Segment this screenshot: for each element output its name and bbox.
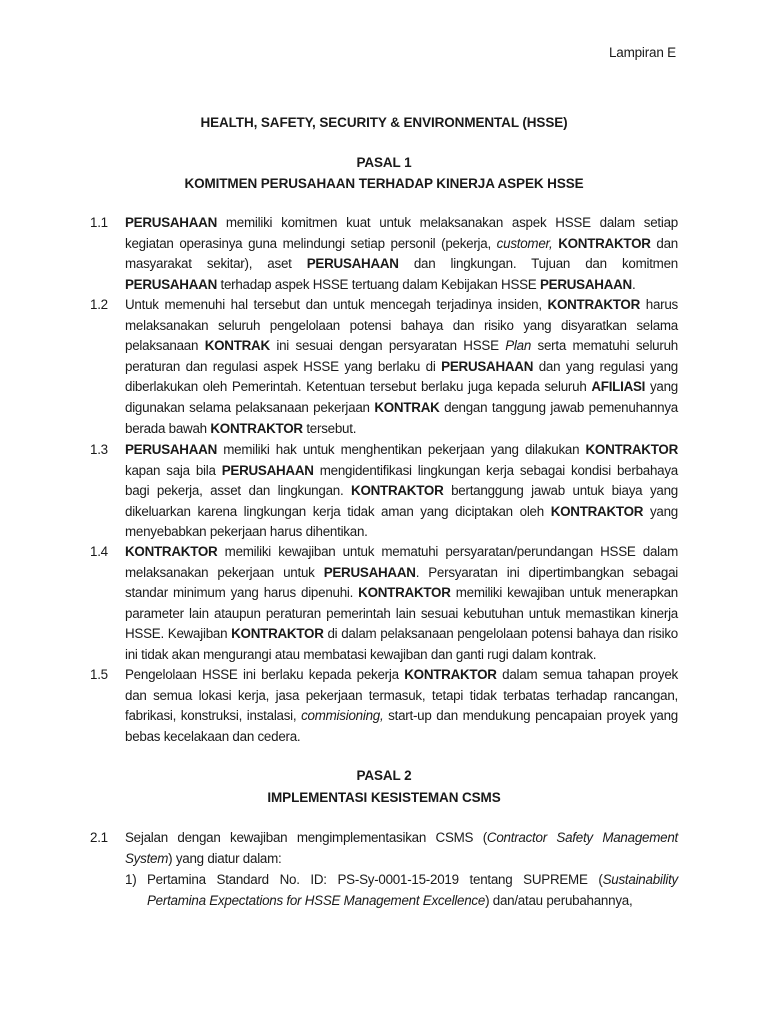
- text-run: Pengelolaan HSSE ini berlaku kepada pekerja: [125, 667, 405, 682]
- bold-term: PERUSAHAAN: [125, 276, 217, 292]
- clause-1-4: [90, 542, 678, 666]
- bold-term: KONTRAKTOR: [125, 544, 218, 559]
- clause-number: 1.1: [90, 215, 108, 230]
- clause-text: [125, 828, 678, 869]
- text-run: dan masyarakat sekitar), aset: [125, 235, 678, 272]
- bold-term: KONTRAKTOR: [404, 667, 497, 682]
- bold-term: KONTRAKTOR: [351, 483, 444, 499]
- sub-item-number: 1): [125, 872, 137, 887]
- bold-term: KONTRAKTOR: [558, 235, 651, 251]
- bold-term: KONTRAKTOR: [550, 503, 644, 519]
- bold-term: PERUSAHAAN: [125, 442, 217, 457]
- bold-term: PERUSAHAAN: [306, 256, 399, 272]
- text-run: start-up dan mendukung pencapaian proyek yang bebas kecelakaan dan cedera.: [125, 708, 678, 744]
- italic-term: Plan: [505, 338, 532, 354]
- clause-2-1: [90, 828, 678, 869]
- text-run: ) dan/atau perubahannya,: [485, 892, 633, 908]
- sub-item-text: [147, 870, 678, 911]
- appendix-label: Lampiran E: [608, 45, 676, 60]
- italic-term: commisioning,: [301, 708, 384, 724]
- document-title: HEALTH, SAFETY, SECURITY & ENVIRONMENTAL (HSSE): [200, 115, 568, 130]
- bold-term: AFILIASI: [591, 379, 646, 395]
- italic-term: Sustainability Pertamina Expectations for HSSE Management Excellence: [147, 872, 678, 908]
- text-run: Pertamina Standard No. ID: PS-Sy-0001-15-2019 tentang SUPREME (: [147, 872, 603, 887]
- text-run: terhadap aspek HSSE tertuang dalam Kebijakan HSSE: [217, 276, 540, 292]
- text-run: bertanggung jawab untuk biaya yang dikeluarkan karena lingkungan kerja tidak aman yang diciptakan oleh: [125, 483, 678, 519]
- text-run: yang menyebabkan pekerjaan harus dihentikan.: [125, 503, 678, 540]
- bold-term: PERUSAHAAN: [539, 276, 632, 292]
- text-run: yang digunakan selama pelaksanaan pekerjaan: [125, 379, 678, 415]
- pasal-1-heading: PASAL 1: [356, 155, 412, 170]
- text-run: dan yang regulasi yang diberlakukan oleh Pemerintah. Ketentuan tersebut berlaku juga kepada seluruh: [125, 358, 678, 395]
- italic-term: Contractor Safety Management System: [125, 830, 678, 866]
- bold-term: PERUSAHAAN: [441, 358, 534, 374]
- bold-term: KONTRAKTOR: [585, 442, 678, 457]
- clause-1-3: [90, 440, 678, 543]
- clause-1-2: [90, 295, 678, 439]
- bold-term: KONTRAKTOR: [231, 626, 324, 642]
- clause-1-5: [90, 665, 678, 747]
- clause-text: [125, 213, 678, 295]
- bold-term: PERUSAHAAN: [323, 564, 416, 580]
- clause-text: [125, 440, 678, 543]
- text-run: memiliki kewajiban untuk mematuhi persyaratan/perundangan HSSE dalam melaksanakan pekerjaan untuk: [125, 544, 678, 580]
- text-run: ini sesuai dengan persyaratan HSSE: [269, 338, 506, 354]
- text-run: memiliki hak untuk menghentikan pekerjaan yang dilakukan: [217, 442, 586, 457]
- text-run: dalam semua tahapan proyek dan semua lokasi kerja, jasa pekerjaan termasuk, tetapi tidak terbatas terhadap rancangan, fabrikasi, konstruksi, instalasi,: [125, 667, 678, 724]
- text-run: .: [631, 276, 636, 292]
- bold-term: PERUSAHAAN: [125, 215, 217, 230]
- text-run: di dalam pelaksanaan pengelolaan potensi bahaya dan risiko ini tidak akan mengurangi atau membatasi kewajiban dan ganti rugi dalam kontrak.: [125, 626, 678, 662]
- pasal-1-title: KOMITMEN PERUSAHAAN TERHADAP KINERJA ASPEK HSSE: [184, 176, 584, 191]
- italic-term: customer,: [496, 235, 553, 251]
- text-run: memiliki komitmen kuat untuk melaksanakan aspek HSSE dalam setiap kegiatan operasinya guna melindungi setiap personil (pekerja,: [125, 215, 678, 251]
- clause-1-1: [90, 213, 678, 295]
- clause-number: 1.2: [90, 297, 108, 312]
- clause-number: 1.3: [90, 442, 108, 457]
- clause-number: 1.4: [90, 544, 108, 559]
- text-run: dan lingkungan. Tujuan dan komitmen: [398, 256, 678, 272]
- text-run: serta mematuhi seluruh peraturan dan regulasi aspek HSSE yang berlaku di: [125, 338, 678, 374]
- pasal-2-heading: PASAL 2: [356, 768, 412, 783]
- bold-term: KONTRAK: [374, 399, 440, 415]
- pasal-2-title: IMPLEMENTASI KESISTEMAN CSMS: [267, 790, 501, 805]
- text-run: dengan tanggung jawab pemenuhannya berada bawah: [125, 399, 678, 436]
- bold-term: KONTRAKTOR: [358, 585, 451, 601]
- text-run: Untuk memenuhi hal tersebut dan untuk mencegah terjadinya insiden,: [125, 297, 548, 312]
- clause-number: 2.1: [90, 830, 108, 845]
- clause-number: 1.5: [90, 667, 108, 682]
- text-run: harus melaksanakan seluruh pengelolaan potensi bahaya dan risiko yang disyaratkan selama pelaksanaan: [125, 297, 678, 354]
- text-run: tersebut.: [302, 420, 357, 436]
- text-run: mengidentifikasi lingkungan kerja sebagai kondisi berbahaya bagi pekerja, asset dan lingkungan.: [125, 462, 678, 499]
- text-run: Sejalan dengan kewajiban mengimplementasikan CSMS (: [125, 830, 487, 845]
- bold-term: KONTRAK: [204, 338, 270, 354]
- text-run: memiliki kewajiban untuk menerapkan parameter lain ataupun peraturan pemerintah lain sesuai kebutuhan untuk memastikan kinerja HSSE. Kewajiban: [125, 585, 678, 642]
- bold-term: KONTRAKTOR: [547, 297, 641, 312]
- text-run: kapan saja bila: [125, 462, 222, 478]
- clause-text: [125, 295, 678, 439]
- bold-term: PERUSAHAAN: [221, 462, 314, 478]
- text-run: . Persyaratan ini dipertimbangkan sebagai standar minimum yang harus dipenuhi.: [125, 564, 679, 601]
- text-run: ) yang diatur dalam:: [168, 850, 282, 866]
- clause-text: [125, 542, 678, 666]
- bold-term: KONTRAKTOR: [210, 420, 303, 436]
- sub-item-1: [125, 870, 678, 911]
- clause-text: [125, 665, 678, 747]
